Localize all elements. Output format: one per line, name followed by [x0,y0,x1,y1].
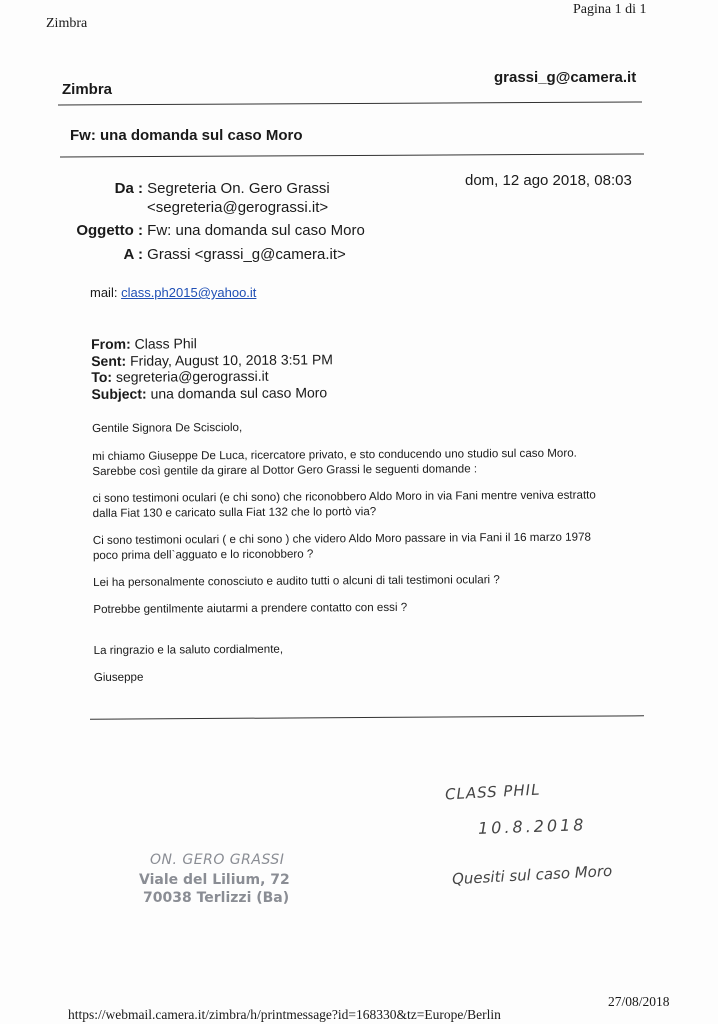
to-label: A : [123,246,143,263]
fwd-to-value: segreteria@gerograssi.it [115,367,269,385]
mail-row [90,285,256,300]
handwritten-date: 10.8.2018 [477,815,587,838]
from-email: <segreteria@gerograssi.it> [147,199,329,216]
body-closing: La ringrazio e la saluto cordialmente, [93,642,284,657]
body-question-2-line-2: poco prima dell`agguato e lo riconobbero ? [92,547,314,562]
forwarded-header [91,334,333,402]
fwd-sent-row [91,351,333,369]
fwd-to-label: To: [91,368,113,385]
fwd-from-label: From: [91,335,131,352]
stamp-city: 70038 Terlizzi (Ba) [143,890,290,906]
message-subject-title: Fw: una domanda sul caso Moro [70,127,303,144]
fwd-sent-label: Sent: [91,352,127,369]
stamp-name: ON. GERO GRASSI [150,852,285,868]
from-row [75,180,330,197]
stamp-street: Viale del Lilium, 72 [139,872,290,888]
fwd-from-value: Class Phil [134,335,197,352]
subject-value: Fw: una domanda sul caso Moro [147,222,365,239]
fwd-subject-value: una domanda sul caso Moro [150,383,328,402]
body-intro-line-1: mi chiamo Giuseppe De Luca, ricercatore privato, e sto conducendo uno studio sul caso Moro. [92,446,577,463]
from-name: Segreteria On. Gero Grassi [147,180,330,197]
body-question-1-line-1: ci sono testimoni oculari (e chi sono) che riconobbero Aldo Moro in via Fani mentre veniva estratto [92,488,596,505]
print-footer-url: https://webmail.camera.it/zimbra/h/printmessage?id=168330&tz=Europe/Berlin [68,1007,501,1022]
print-footer-date: 27/08/2018 [608,994,670,1009]
header-divider [58,101,642,105]
to-row [75,246,346,263]
fwd-subject-label: Subject: [91,385,147,402]
mail-header-app-name: Zimbra [62,81,113,98]
to-value: Grassi <grassi_g@camera.it> [147,246,346,263]
fwd-sent-value: Friday, August 10, 2018 3:51 PM [130,350,333,369]
message-date: dom, 12 ago 2018, 08:03 [465,172,632,189]
subject-label: Oggetto : [76,222,143,239]
from-label: Da : [114,180,143,197]
body-question-4: Potrebbe gentilmente aiutarmi a prendere contatto con essi ? [93,600,408,616]
mail-label: mail: [90,285,118,300]
mail-link[interactable]: class.ph2015@yahoo.it [121,285,257,300]
body-question-3: Lei ha personalmente conosciuto e audito tutti o alcuni di tali testimoni oculari ? [93,573,500,589]
fwd-to-row [91,367,333,385]
body-question-2-line-1: Ci sono testimoni oculari ( e chi sono ) che videro Aldo Moro passare in via Fani il 16 marzo 1978 [92,530,592,547]
fwd-from-row [91,334,333,352]
email-body [92,417,597,685]
print-header-page-label: Pagina 1 di 1 [573,2,647,17]
body-question-1-line-2: dalla Fiat 130 e caricato sulla Fiat 132 che lo portò via? [92,505,377,520]
subject-divider [60,153,644,157]
body-end-divider [90,715,644,719]
mail-header-account: grassi_g@camera.it [494,69,637,86]
handwritten-note: Quesiti sul caso Moro [451,861,613,889]
body-intro-line-2: Sarebbe così gentile da girare al Dottor Gero Grassi le seguenti domande : [92,462,478,478]
fwd-subject-row [91,384,333,402]
subject-row [75,222,365,239]
body-signature: Giuseppe [93,670,144,684]
handwritten-sender: CLASS PHIL [444,780,541,804]
body-greeting: Gentile Signora De Scisciolo, [92,420,243,435]
print-header-app-name: Zimbra [46,16,88,31]
